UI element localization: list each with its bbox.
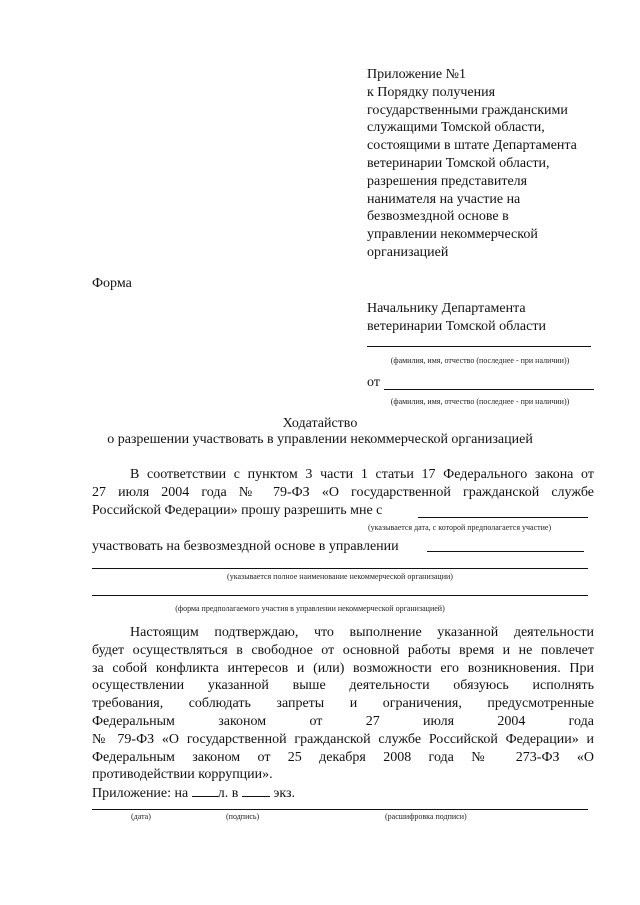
attachment-prefix: Приложение: на xyxy=(92,786,189,801)
attachment-suffix: экз. xyxy=(273,786,296,801)
addressee-line2: ветеринарии Томской области xyxy=(367,319,546,334)
appendix-line: государственными гражданскими xyxy=(367,102,568,118)
signature-decode-label: (расшифровка подписи) xyxy=(385,812,467,821)
body1-line4 xyxy=(92,538,594,556)
from-hint: (фамилия, имя, отчество (последнее - при наличии)) xyxy=(390,397,570,406)
body1-line2: 27 июля 2004 года № 79-ФЗ «О государственной гражданской службе xyxy=(92,485,594,500)
signature-sign-label: (подпись) xyxy=(226,812,260,821)
org-hint: (указывается полное наименование некоммерческой организации) xyxy=(227,572,453,581)
form-participation-hint: (форма предполагаемого участия в управлении некоммерческой организацией) xyxy=(175,604,445,613)
body2-line: Федеральным законом от 27 июля 2004 года xyxy=(92,713,594,729)
body2 xyxy=(92,624,594,784)
body2-line: Федеральным законом от 25 декабря 2008 года № 273-ФЗ «О xyxy=(92,749,594,765)
date-hint: (указывается дата, с которой предполагается участие) xyxy=(368,523,552,532)
addressee-name-line[interactable] xyxy=(367,346,591,347)
form-label: Форма xyxy=(92,276,132,291)
appendix-block xyxy=(367,66,607,262)
appendix-line: безвозмездной основе в xyxy=(367,209,509,225)
org-line-short[interactable] xyxy=(427,551,584,552)
appendix-title: Приложение №1 xyxy=(367,67,466,82)
body1-line4-text: участвовать на безвозмездной основе в управлении xyxy=(92,539,399,554)
body2-line: № 79-ФЗ «О государственной гражданской службе Российской Федерации» и xyxy=(92,731,594,747)
body2-line: противодействии коррупции». xyxy=(92,767,273,783)
signature-date-label: (дата) xyxy=(131,812,151,821)
appendix-line: состоящими в штате Департамента xyxy=(367,138,577,154)
document-title: Ходатайство xyxy=(282,416,358,431)
body2-line: требования, соблюдать запреты и ограничения, предусмотренные xyxy=(92,696,594,712)
from-name-line[interactable] xyxy=(384,389,594,390)
document-subtitle: о разрешении участвовать в управлении некоммерческой организацией xyxy=(107,432,533,447)
addressee-hint-1: (фамилия, имя, отчество (последнее - при наличии)) xyxy=(390,356,570,365)
appendix-line: к Порядку получения xyxy=(367,84,496,100)
appendix-line: организацией xyxy=(367,244,449,260)
body2-line: осуществлении указанной выше деятельности обязуюсь исполнять xyxy=(92,678,594,694)
appendix-line: нанимателя на участие на xyxy=(367,191,521,207)
attachment-mid: л. в xyxy=(217,786,239,801)
body2-line: за собой конфликта интересов и (или) возможности его возникновения. При xyxy=(92,660,594,676)
signature-line[interactable] xyxy=(92,809,588,810)
from-label: от xyxy=(367,375,380,390)
date-line[interactable] xyxy=(418,517,588,518)
form-participation-line[interactable] xyxy=(92,595,588,596)
body1-line3-text: Российской Федерации» прошу разрешить мне с xyxy=(92,503,383,518)
body2-line: Настоящим подтверждаю, что выполнение указанной деятельности xyxy=(130,625,594,640)
body1-line1: В соответствии с пунктом 3 части 1 статьи 17 Федерального закона от xyxy=(130,467,594,482)
body2-line: будет осуществляться в свободное от основной работы время и не повлечет xyxy=(92,642,594,658)
addressee-line1: Начальнику Департамента xyxy=(367,301,526,316)
appendix-line: служащими Томской области, xyxy=(367,120,545,136)
appendix-line: ветеринарии Томской области, xyxy=(367,155,550,171)
appendix-line: управлении некоммерческой xyxy=(367,227,538,243)
attachment-copies-field[interactable] xyxy=(242,783,270,797)
org-line-full[interactable] xyxy=(92,568,588,569)
appendix-line: разрешения представителя xyxy=(367,173,528,189)
attachment-line xyxy=(92,783,295,803)
attachment-pages-field[interactable] xyxy=(192,783,218,797)
